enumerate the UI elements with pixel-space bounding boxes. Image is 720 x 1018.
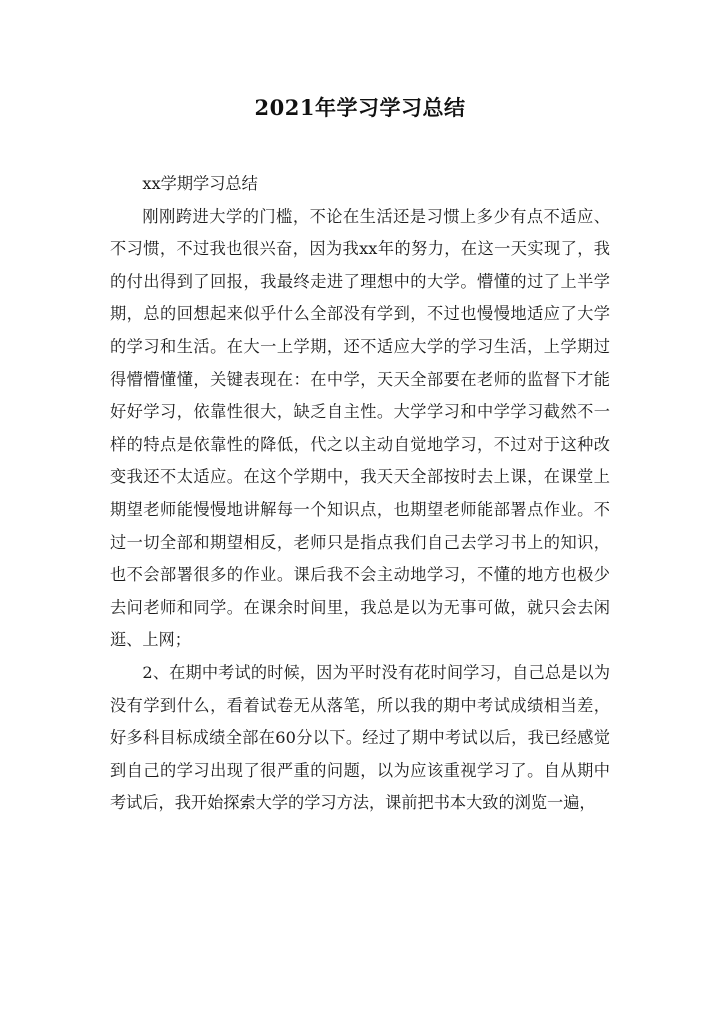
section-subheading: xx学期学习总结: [142, 174, 258, 193]
paragraph-1: 刚刚跨进大学的门槛，不论在生活还是习惯上多少有点不适应、不习惯，不过我也很兴奋，因为我xx年的努力，在这一天实现了，我的付出得到了回报，我最终走进了理想中的大学。懵懂的过了上半学期，总的回想起来似乎什么全部没有学到，不过也慢慢地适应了大学的学习和生活。在大一上学期，还不适应大学的学习生活，上学期过得懵懵懂懂，关键表现在：在中学，天天全部要在老师的监督下才能好好学习，依靠性很大，缺乏自主性。大学学习和中学学习截然不一样的特点是依靠性的降低，代之以主动自觉地学习，不过对于这种改变我还不太适应。在这个学期中，我天天全部按时去上课，在课堂上期望老师能慢慢地讲解每一个知识点，也期望老师能部署点作业。不过一切全部和期望相反，老师只是指点我们自己去学习书上的知识，也不会部署很多的作业。课后我不会主动地学习，不懂的地方也极少去问老师和同学。在课余时间里，我总是以为无事可做，就只会去闲逛、上网；: [110, 206, 610, 650]
document-body: [110, 168, 610, 820]
paragraph-2: 2、在期中考试的时候，因为平时没有花时间学习，自己总是以为没有学到什么，看着试卷无从落笔，所以我的期中考试成绩相当差，好多科目标成绩全部在60分以下。经过了期中考试以后，我已经感觉到自己的学习出现了很严重的问题，以为应该重视学习了。自从期中考试后，我开始探索大学的学习方法，课前把书本大致的浏览一遍，: [110, 662, 610, 813]
document-title: 2021年学习学习总结: [254, 95, 466, 120]
